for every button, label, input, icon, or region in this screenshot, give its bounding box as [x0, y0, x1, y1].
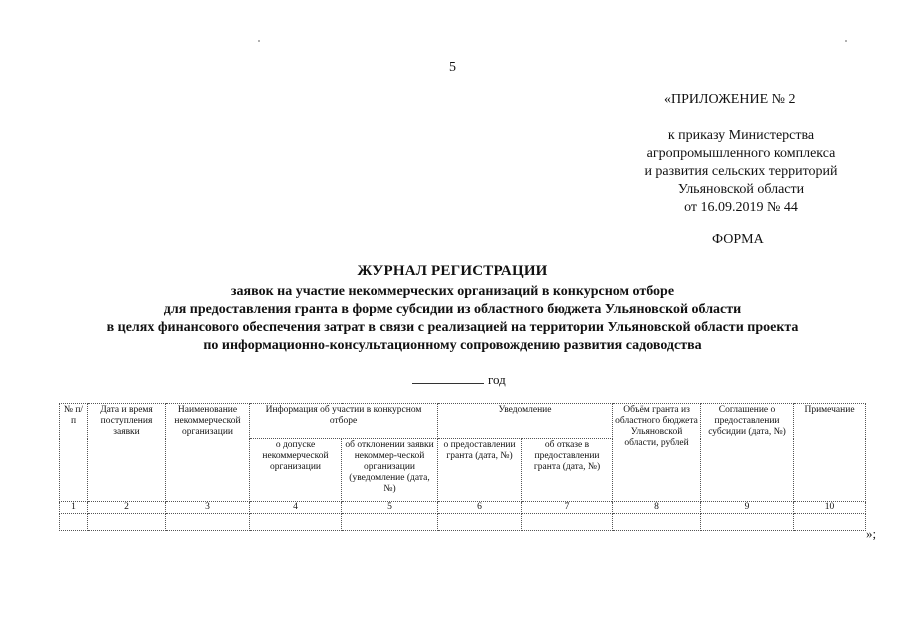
order-line: и развития сельских территорий: [644, 164, 838, 179]
column-number: 2: [88, 502, 166, 514]
journal-title: ЖУРНАЛ РЕГИСТРАЦИИ: [357, 263, 548, 279]
year-line: [412, 371, 506, 388]
header-cell-grant-refusal: об отказе в предоставлении гранта (дата, №): [522, 439, 613, 502]
table-cell[interactable]: [701, 514, 794, 531]
table-row: [60, 514, 866, 531]
scan-dot: [845, 40, 847, 42]
column-number: 9: [701, 502, 794, 514]
page-number: 5: [449, 60, 456, 75]
column-number: 4: [250, 502, 342, 514]
header-cell-admission: о допуске некоммерческой организации: [250, 439, 342, 502]
header-cell-note: Примечание: [794, 404, 866, 502]
column-number: 3: [166, 502, 250, 514]
form-label: ФОРМА: [712, 232, 764, 247]
appendix-title: «ПРИЛОЖЕНИЕ № 2: [664, 92, 796, 107]
table-cell[interactable]: [88, 514, 166, 531]
column-number: 5: [342, 502, 438, 514]
order-line: от 16.09.2019 № 44: [684, 200, 798, 215]
order-reference: [600, 127, 882, 217]
column-number-row: [60, 502, 866, 514]
order-line: к приказу Министерства: [667, 128, 815, 143]
table-cell[interactable]: [794, 514, 866, 531]
column-number: 7: [522, 502, 613, 514]
order-line: Ульяновской области: [677, 182, 805, 197]
header-cell-agreement: Соглашение о предоставлении субсидии (дата, №): [701, 404, 794, 502]
column-number: 1: [60, 502, 88, 514]
table-cell[interactable]: [522, 514, 613, 531]
column-number: 10: [794, 502, 866, 514]
subtitle-line: заявок на участие некоммерческих организаций в конкурсном отборе: [230, 284, 675, 299]
subtitle-line: в целях финансового обеспечения затрат в связи с реализацией на территории Ульяновской области проекта: [106, 320, 799, 335]
table-cell[interactable]: [438, 514, 522, 531]
header-group-info: Информация об участии в конкурсном отборе: [250, 404, 438, 439]
header-cell-number: № п/п: [60, 404, 88, 502]
table-cell[interactable]: [60, 514, 88, 531]
subtitle-line: для предоставления гранта в форме субсидии из областного бюджета Ульяновской области: [163, 302, 742, 317]
table-cell[interactable]: [166, 514, 250, 531]
registration-table: [59, 403, 866, 531]
header-cell-grant-volume: Объём гранта из областного бюджета Ульяновской области, рублей: [613, 404, 701, 502]
scan-dot: [258, 40, 260, 42]
column-number: 8: [613, 502, 701, 514]
table-cell[interactable]: [342, 514, 438, 531]
column-number: 6: [438, 502, 522, 514]
order-line: агропромышленного комплекса: [646, 146, 836, 161]
header-cell-rejection: об отклонении заявки некоммер-ческой организации (уведомление (дата, №): [342, 439, 438, 502]
header-cell-date: Дата и время поступления заявки: [88, 404, 166, 502]
header-cell-org-name: Наименование некоммерческой организации: [166, 404, 250, 502]
header-group-notice: Уведомление: [438, 404, 613, 439]
header-row: [60, 404, 866, 439]
subtitle-line: по информационно-консультационному сопровождению развития садоводства: [203, 338, 702, 353]
closing-quote-mark: »;: [866, 526, 877, 541]
table-cell[interactable]: [250, 514, 342, 531]
year-blank-field[interactable]: [412, 371, 484, 384]
year-label: год: [488, 372, 506, 387]
table-cell[interactable]: [613, 514, 701, 531]
header-cell-grant-provision: о предоставлении гранта (дата, №): [438, 439, 522, 502]
journal-subtitle: [0, 283, 905, 355]
